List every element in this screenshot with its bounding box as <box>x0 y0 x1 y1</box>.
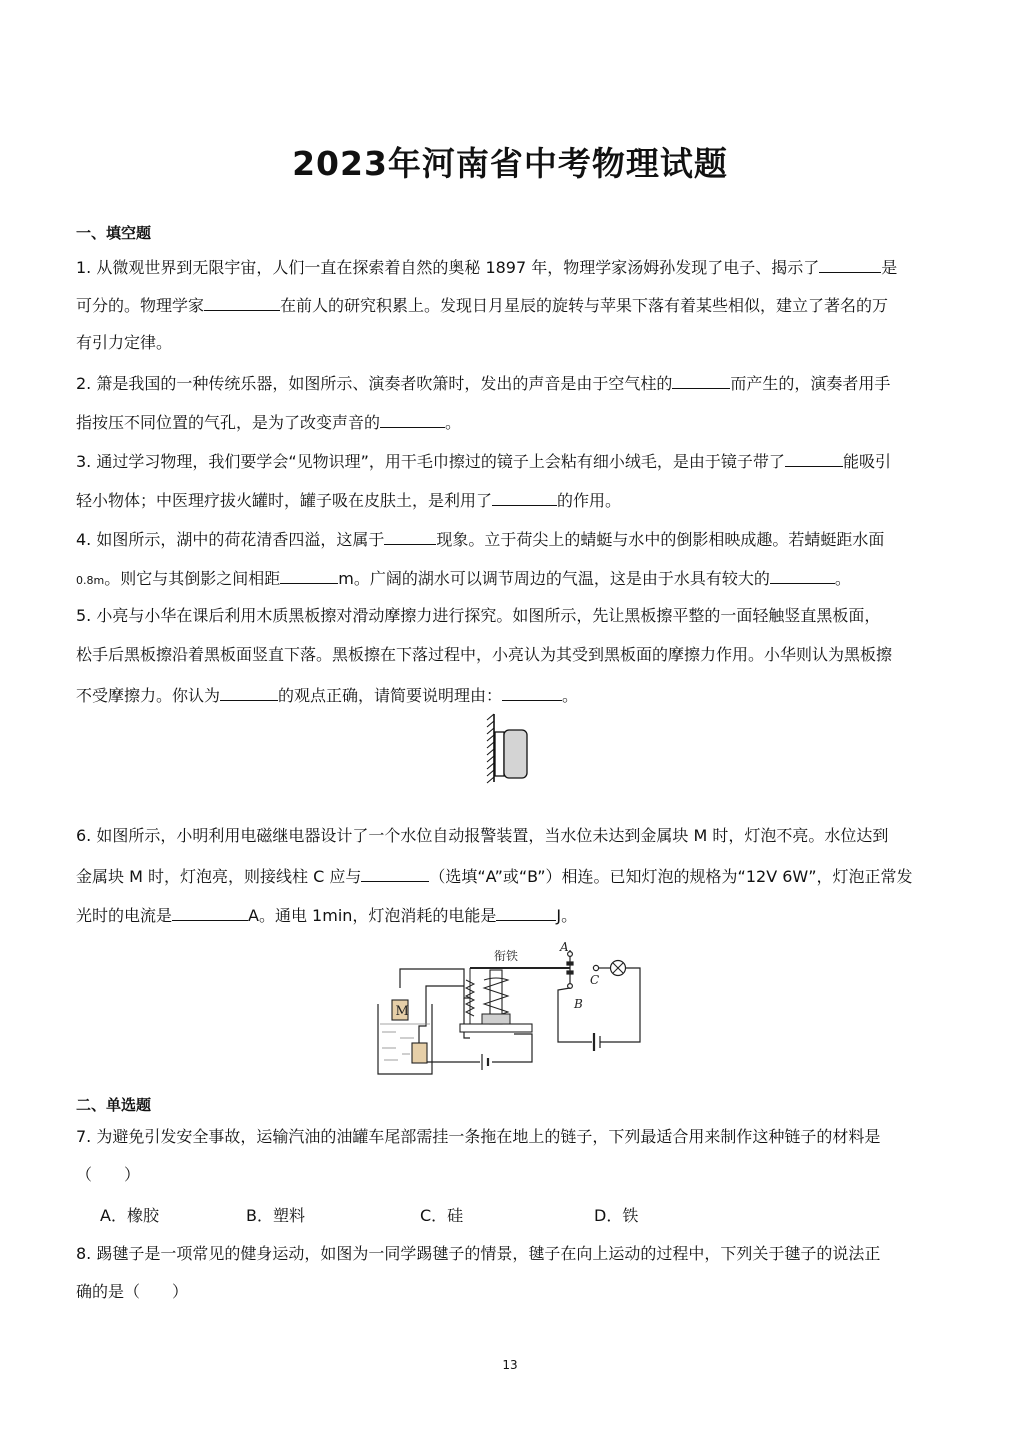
q4-blank-2 <box>280 567 338 584</box>
q1-blank-2 <box>204 294 280 311</box>
label-b: B <box>574 997 583 1011</box>
q6-line-2 <box>76 865 913 887</box>
q1-blank-1 <box>819 256 881 273</box>
water-level-alarm-circuit <box>374 940 650 1080</box>
q4-line-1 <box>76 528 884 550</box>
label-armature: 衔铁 <box>494 949 519 963</box>
q5-line-1: 5. 小亮与小华在课后利用木质黑板擦对滑动摩擦力进行探究。如图所示，先让黑板擦平整的一面轻触竖直黑板面， <box>76 606 881 625</box>
eraser-felt <box>495 732 504 776</box>
q5-line-3 <box>76 684 578 706</box>
wire-probe <box>419 986 464 1043</box>
q2-blank-1 <box>672 372 730 389</box>
q4-text: 4. 如图所示，湖中的荷花清香四溢，这属于 <box>76 530 385 549</box>
q3-line-1 <box>76 450 891 472</box>
blackboard-eraser-figure <box>484 712 536 784</box>
q1-text: 在前人的研究积累上。发现日月星辰的旋转与苹果下落有着某些相似，建立了著名的万 <box>280 296 889 315</box>
q5-blank-1 <box>220 684 278 701</box>
q3-text: 能吸引 <box>842 452 891 471</box>
q6-text: 光时的电流是 <box>76 906 173 925</box>
section-fill-in-heading: 一、填空题 <box>76 224 152 242</box>
lamp-icon <box>611 961 626 976</box>
q3-blank-1 <box>785 450 843 467</box>
q2-text: 而产生的，演奏者用手 <box>730 374 891 393</box>
q4-text: 现象。立于荷尖上的蜻蜓与水中的倒影相映成趣。若蜻蜓距水面 <box>436 530 885 549</box>
q2-text: 2. 箫是我国的一种传统乐器，如图所示、演奏者吹箫时，发出的声音是由于空气柱的 <box>76 374 673 393</box>
q5-text: 。 <box>562 686 579 705</box>
q7-option-d: D．铁 <box>594 1206 639 1225</box>
q6-blank-3 <box>496 904 556 921</box>
q5-text: 的观点正确，请简要说明理由： <box>278 686 503 705</box>
q4-text: 。则它与其倒影之间相距 <box>104 569 281 588</box>
control-circuit-bottom-left <box>419 1043 480 1062</box>
q3-text: 轻小物体；中医理疗拔火罐时，罐子吸在皮肤土，是利用了 <box>76 491 493 510</box>
eraser-body <box>504 730 527 778</box>
q7-option-b: B．塑料 <box>246 1206 305 1225</box>
q6-line-3 <box>76 904 577 926</box>
q3-line-2 <box>76 489 621 511</box>
q6-blank-1 <box>361 865 429 882</box>
q1-text: 是 <box>881 258 898 277</box>
q6-text: J。 <box>556 906 578 925</box>
q6-text: A。通电 1min，灯泡消耗的电能是 <box>248 906 497 925</box>
q6-text: 金属块 M 时，灯泡亮，则接线柱 C 应与 <box>76 867 362 886</box>
q5-line-2: 松手后黑板擦沿着黑板面竖直下落。黑板擦在下落过程中，小亮认为其受到黑板面的摩擦力作用。小华则认为黑板擦 <box>76 645 893 664</box>
q1-line-1 <box>76 256 897 278</box>
q2-line-2 <box>76 411 461 433</box>
label-m: M <box>395 1004 409 1019</box>
control-circuit-bottom-right <box>492 1034 532 1062</box>
q3-text: 3. 通过学习物理，我们要学会“见物识理”，用干毛巾擦过的镜子上会粘有细小绒毛，是由于镜子带了 <box>76 452 785 471</box>
relay-base <box>460 1024 532 1032</box>
q2-text: 指按压不同位置的气孔，是为了改变声音的 <box>76 413 381 432</box>
q2-text: 。 <box>445 413 462 432</box>
control-battery <box>482 1054 488 1070</box>
q4-text: 。 <box>834 569 851 588</box>
q4-text: m。广阔的湖水可以调节周边的气温，这是由于水具有较大的 <box>338 569 770 588</box>
page-title: 2023年河南省中考物理试题 <box>292 144 728 183</box>
q7-option-c: C．硅 <box>420 1206 464 1225</box>
q7-line-2: （ ） <box>76 1165 141 1184</box>
q2-blank-2 <box>380 411 445 428</box>
q6-line-1: 6. 如图所示，小明利用电磁继电器设计了一个水位自动报警装置，当水位未达到金属块 M 时，灯泡不亮。水位达到 <box>76 826 889 845</box>
page-number: 13 <box>502 1358 518 1372</box>
bottom-probe <box>412 1043 427 1063</box>
working-battery <box>594 1033 600 1051</box>
q6-text: （选填“A”或“B”）相连。已知灯泡的规格为“12V 6W”，灯泡正常发 <box>429 867 913 886</box>
relay-pole <box>482 1014 510 1024</box>
terminal-c <box>593 965 598 970</box>
relay-spring <box>466 968 474 1024</box>
q2-line-1 <box>76 372 890 394</box>
q1-line-2 <box>76 294 888 316</box>
q5-text: 不受摩擦力。你认为 <box>76 686 221 705</box>
q4-line-2 <box>76 567 851 591</box>
q7-option-a: A．橡胶 <box>100 1206 159 1225</box>
label-c: C <box>590 973 600 987</box>
q5-blank-2 <box>502 684 562 701</box>
q3-blank-2 <box>492 489 557 506</box>
q4-blank-3 <box>770 567 835 584</box>
label-a: A <box>560 940 569 954</box>
relay-contacts <box>567 950 573 988</box>
q1-text: 1. 从微观世界到无限宇宙，人们一直在探索着自然的奥秘 1897 年，物理学家汤姆孙发现了电子、揭示了 <box>76 258 820 277</box>
wall-hatching <box>487 714 494 783</box>
wire-m-to-coil <box>400 969 470 998</box>
q8-line-2: 确的是（ ） <box>76 1282 189 1301</box>
q4-distance-value: 0.8m <box>76 574 105 587</box>
q8-line-1: 8. 踢毽子是一项常见的健身运动，如图为一同学踢毽子的情景，毽子在向上运动的过程中，下列关于毽子的说法正 <box>76 1244 881 1263</box>
q3-text: 的作用。 <box>557 491 622 510</box>
q7-line-1: 7. 为避免引发安全事故，运输汽油的油罐车尾部需挂一条拖在地上的链子，下列最适合用来制作这种链子的材料是 <box>76 1127 881 1146</box>
section-single-choice-heading: 二、单选题 <box>76 1096 152 1114</box>
q4-blank-1 <box>384 528 436 545</box>
q1-line-3: 有引力定律。 <box>76 333 173 352</box>
q1-text: 可分的。物理学家 <box>76 296 205 315</box>
q6-blank-2 <box>172 904 248 921</box>
